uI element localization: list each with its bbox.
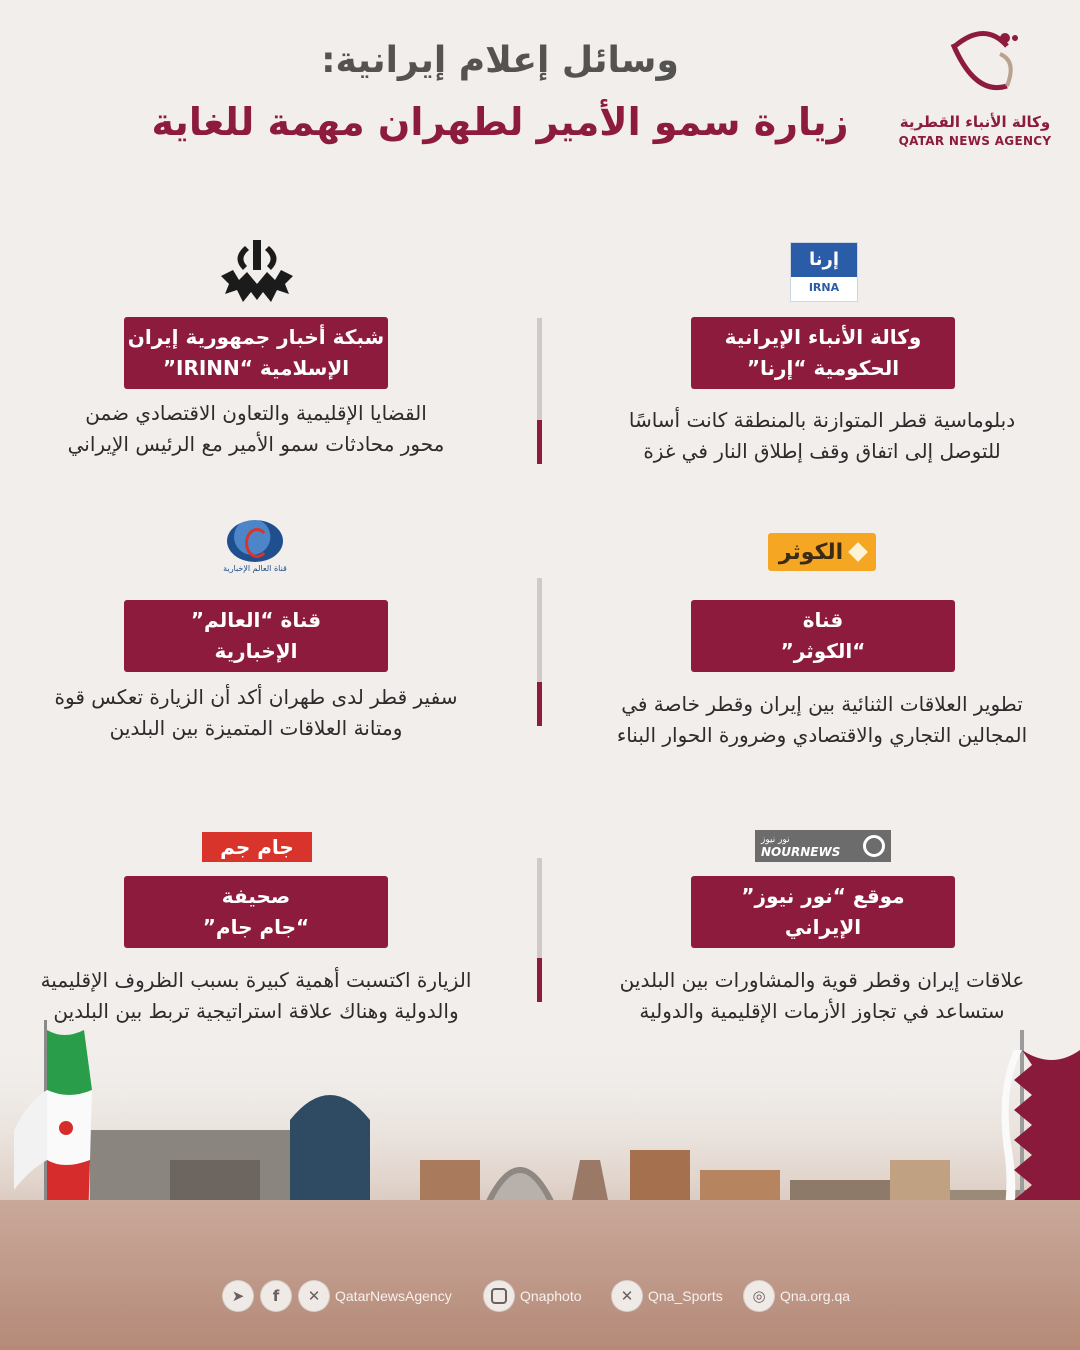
quote-text-nournews: علاقات إيران وقطر قوية والمشاورات بين البلدين ستساعد في تجاوز الأزمات الإقليمية والدولية: [619, 968, 1025, 1023]
quote-text-jamejam: الزيارة اكتسبت أهمية كبيرة بسبب الظروف الإقليمية والدولية وهناك علاقة استراتيجية تربط بين البلدين: [40, 968, 472, 1023]
ground-strip: [0, 1200, 1080, 1350]
photo-handle-link[interactable]: Qnaphoto: [520, 1288, 582, 1304]
qna-logo-icon: [945, 26, 1025, 106]
globe-icon[interactable]: ◎: [744, 1281, 774, 1311]
telegram-icon[interactable]: ➤: [223, 1281, 253, 1311]
source-card-jamejam: صحيفة “جام جام”: [124, 876, 388, 948]
source-card-nournews: موقع “نور نيوز” الإيراني: [691, 876, 955, 948]
alkawthar-logo: الكوثر: [768, 533, 876, 571]
quote-text-alalam: سفير قطر لدى طهران أكد أن الزيارة تعكس قوة ومتانة العلاقات المتميزة بين البلدين: [54, 685, 458, 740]
circle-mark-icon: [863, 835, 885, 857]
source-card-alalam: قناة “العالم” الإخبارية: [124, 600, 388, 672]
irinn-emblem-icon: [217, 240, 297, 304]
social-group-main[interactable]: [223, 1280, 452, 1312]
facebook-icon[interactable]: f: [261, 1281, 291, 1311]
social-group-photo[interactable]: [484, 1280, 582, 1312]
website-link[interactable]: Qna.org.qa: [780, 1288, 851, 1304]
quote-text-irinn: القضايا الإقليمية والتعاون الاقتصادي ضمن محور محادثات سمو الأمير مع الرئيس الإيراني: [67, 401, 445, 456]
sports-handle-link[interactable]: Qna_Sports: [648, 1288, 723, 1304]
skyline-illustration: [0, 1040, 1080, 1210]
x-icon[interactable]: ✕: [299, 1281, 329, 1311]
brand-name-arabic: وكالة الأنباء القطرية: [899, 113, 1051, 131]
social-group-website[interactable]: [744, 1280, 850, 1312]
subtitle-heading: وسائل إعلام إيرانية:: [321, 40, 679, 81]
instagram-icon[interactable]: [484, 1281, 514, 1311]
irna-logo: إرنا IRNA: [790, 242, 858, 302]
nournews-logo: نور نيوز NOURNEWS: [755, 830, 891, 862]
social-group-sports[interactable]: [612, 1280, 723, 1312]
page-title: زيارة سمو الأمير لطهران مهمة للغاية: [151, 100, 849, 144]
column-divider: [537, 318, 542, 464]
x-icon[interactable]: ✕: [612, 1281, 642, 1311]
brand-name-english: QATAR NEWS AGENCY: [898, 134, 1052, 148]
quote-text-alkawthar: تطوير العلاقات الثنائية بين إيران وقطر خاصة في المجالين التجاري والاقتصادي وضرورة الحوار البناء: [616, 692, 1028, 747]
main-handle-link[interactable]: QatarNewsAgency: [335, 1288, 452, 1304]
alalam-logo: قناة العالم الإخبارية: [222, 520, 288, 584]
column-divider: [537, 578, 542, 726]
quote-text-irna: دبلوماسية قطر المتوازنة بالمنطقة كانت أساسًا للتوصل إلى اتفاق وقف إطلاق النار في غزة: [628, 408, 1016, 463]
jamejam-logo: جام جم: [202, 832, 312, 862]
source-card-alkawthar: قناة “الكوثر”: [691, 600, 955, 672]
source-card-irinn: شبكة أخبار جمهورية إيران الإسلامية “IRINN”: [124, 317, 388, 389]
column-divider: [537, 858, 542, 1002]
source-card-irna: وكالة الأنباء الإيرانية الحكومية “إرنا”: [691, 317, 955, 389]
